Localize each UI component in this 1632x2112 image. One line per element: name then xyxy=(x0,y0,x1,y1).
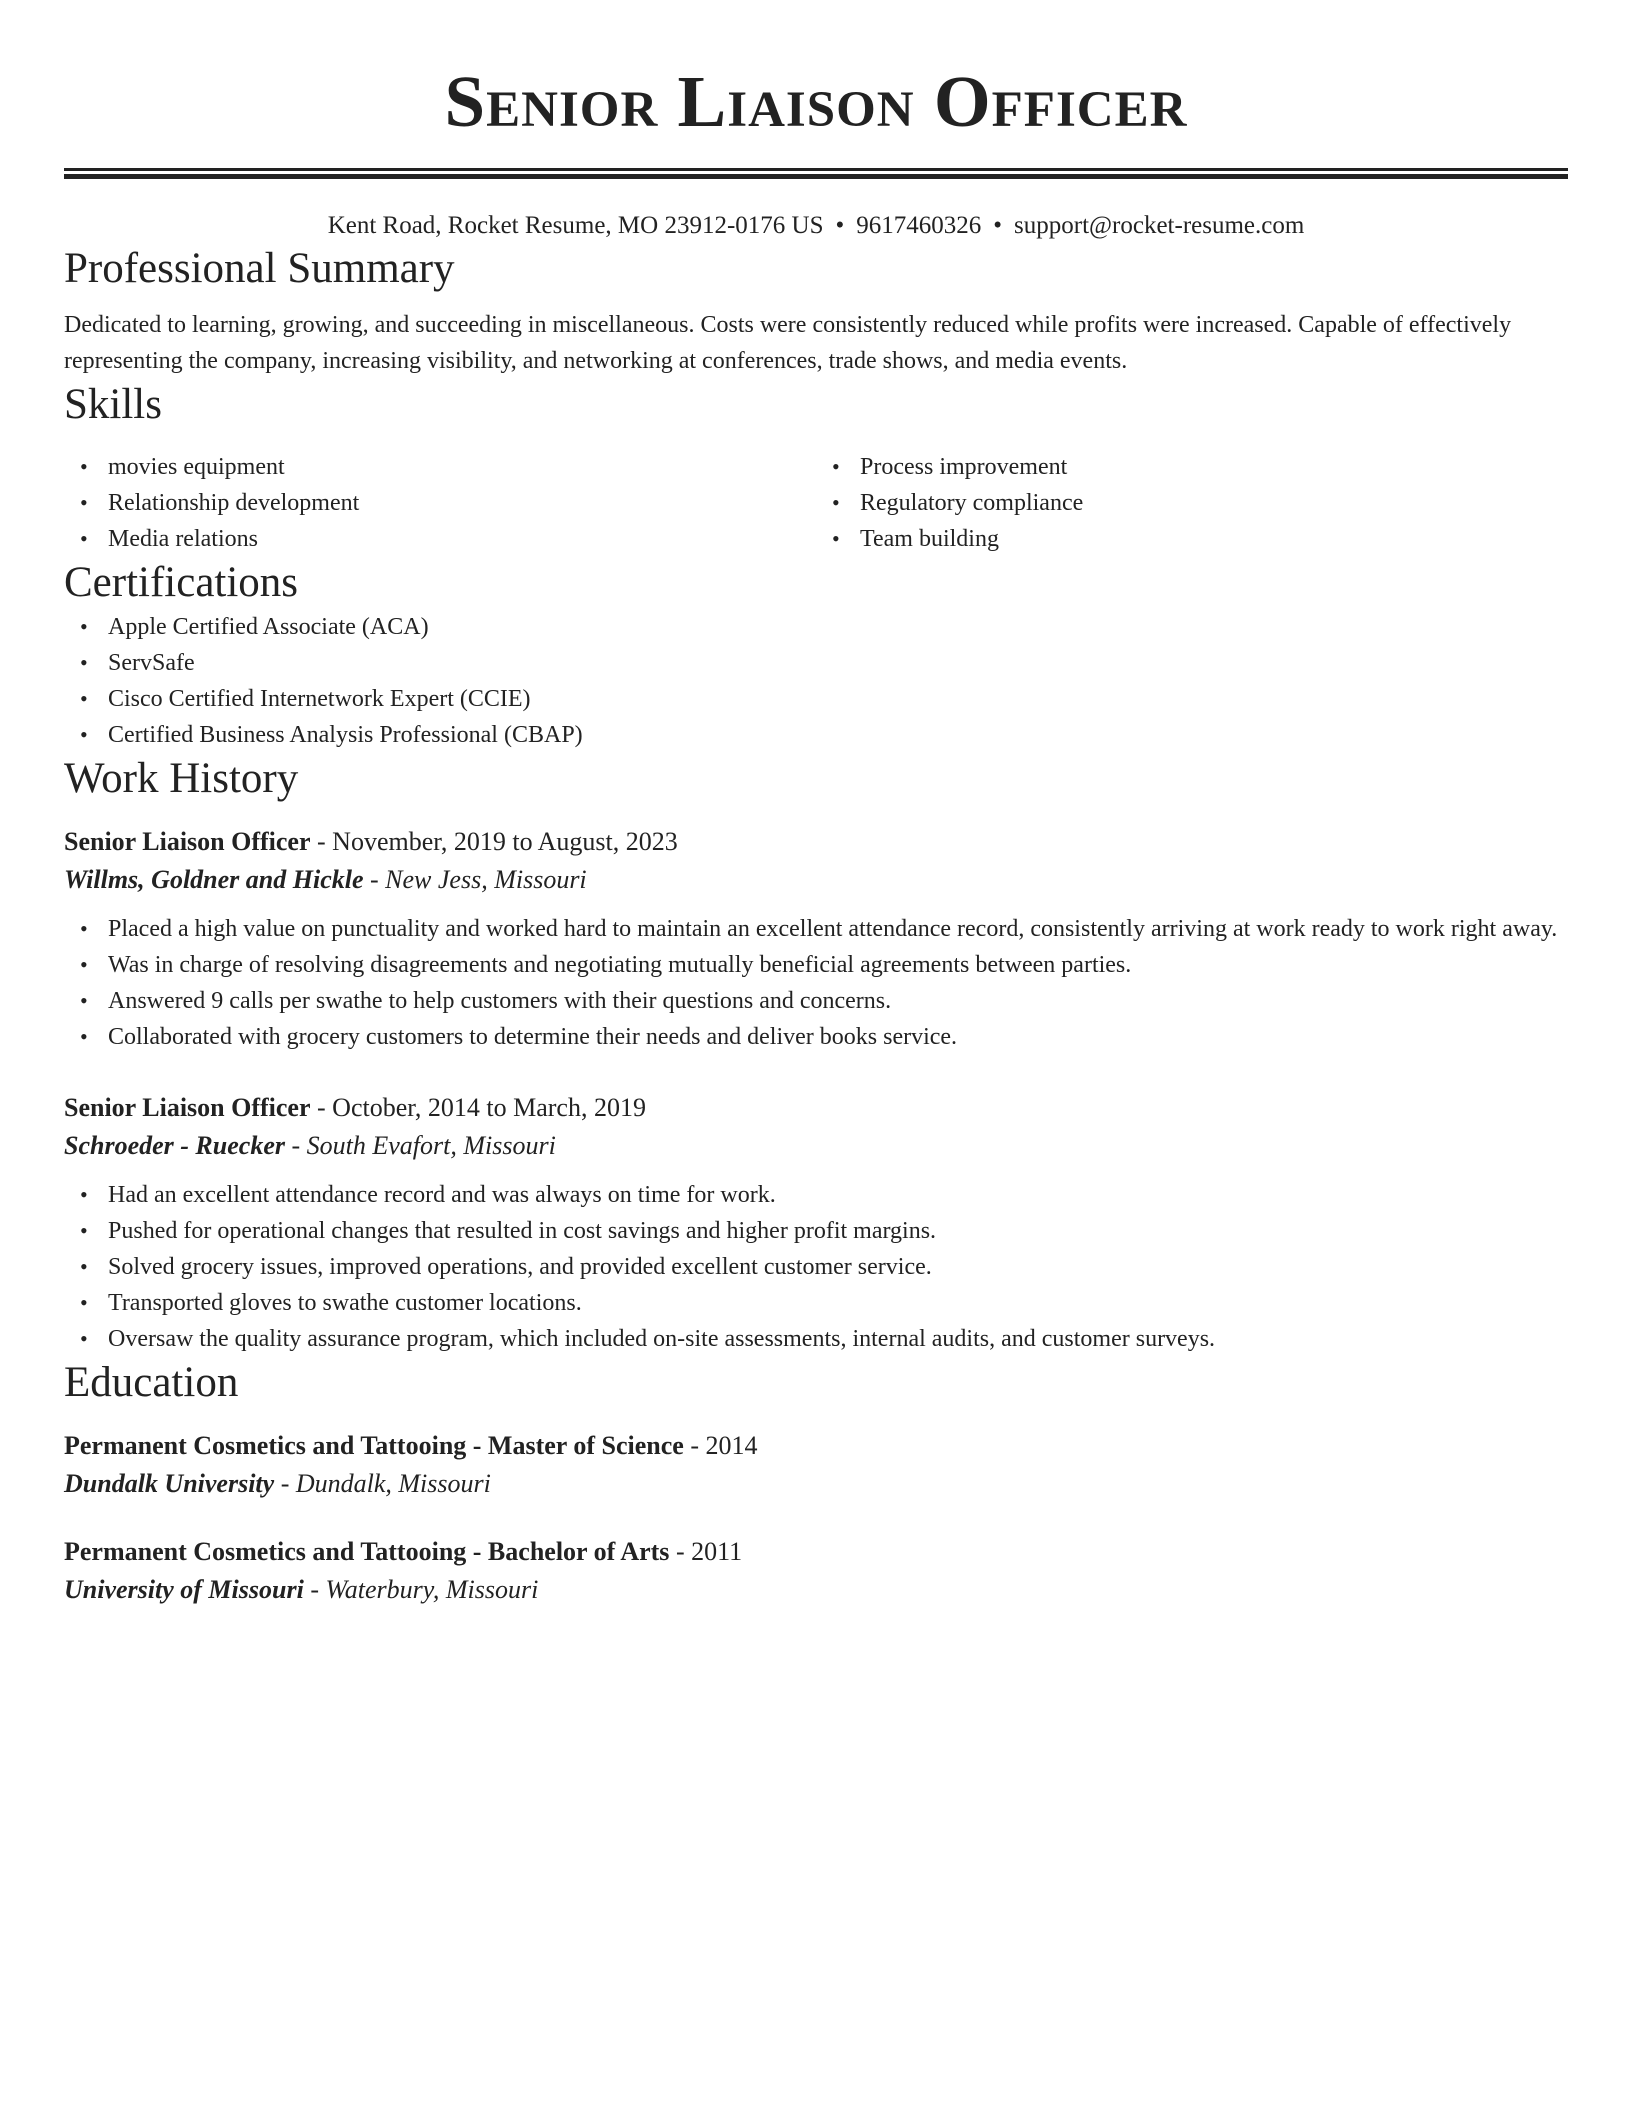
skills-left-list xyxy=(64,449,816,557)
skill-item: • Relationship development xyxy=(108,485,816,521)
certifications-list xyxy=(64,609,1568,753)
degree-line xyxy=(64,1427,1568,1465)
job-entry xyxy=(64,823,1568,1055)
job-duty: • Collaborated with grocery customers to determine their needs and deliver books service. xyxy=(108,1019,1568,1055)
job-duty: • Oversaw the quality assurance program, which included on-site assessments, internal audits, and customer surveys. xyxy=(108,1321,1568,1357)
job-duty: • Had an excellent attendance record and was always on time for work. xyxy=(108,1177,1568,1213)
job-duty: • Transported gloves to swathe customer locations. xyxy=(108,1285,1568,1321)
job-dates: - November, 2019 to August, 2023 xyxy=(310,827,678,856)
certification-item: • Certified Business Analysis Professional (CBAP) xyxy=(108,717,1568,753)
company-location: - New Jess, Missouri xyxy=(363,865,587,894)
skill-item: • movies equipment xyxy=(108,449,816,485)
company-name: Willms, Goldner and Hickle xyxy=(64,865,364,894)
school-name: University of Missouri xyxy=(64,1575,304,1604)
job-entry xyxy=(64,1089,1568,1357)
job-duty: • Was in charge of resolving disagreements and negotiating mutually beneficial agreements between parties. xyxy=(108,947,1568,983)
work-history-heading: Work History xyxy=(64,755,299,802)
resume-title: Senior Liaison Officer xyxy=(444,61,1188,142)
certification-item: • ServSafe xyxy=(108,645,1568,681)
company-location: - South Evafort, Missouri xyxy=(284,1131,556,1160)
job-title: Senior Liaison Officer xyxy=(64,827,311,856)
company-name: Schroeder - Ruecker xyxy=(64,1131,285,1160)
school-line xyxy=(64,1571,1568,1609)
skill-item: • Regulatory compliance xyxy=(860,485,1568,521)
education-entry xyxy=(64,1533,1568,1609)
contact-separator: • xyxy=(835,212,845,239)
contact-phone: 9617460326 xyxy=(856,212,982,239)
job-dates: - October, 2014 to March, 2019 xyxy=(310,1093,646,1122)
degree-line xyxy=(64,1533,1568,1571)
company-line xyxy=(64,861,1568,899)
job-duty: • Answered 9 calls per swathe to help customers with their questions and concerns. xyxy=(108,983,1568,1019)
job-title-line xyxy=(64,1089,1568,1127)
education-entry xyxy=(64,1427,1568,1503)
degree-name: Permanent Cosmetics and Tattooing - Master of Science xyxy=(64,1431,684,1460)
job-duty: • Solved grocery issues, improved operations, and provided excellent customer service. xyxy=(108,1249,1568,1285)
certifications-heading: Certifications xyxy=(64,559,299,606)
skill-item: • Media relations xyxy=(108,521,816,557)
job-duties-list xyxy=(64,911,1568,1055)
school-location: - Dundalk, Missouri xyxy=(274,1469,491,1498)
school-line xyxy=(64,1465,1568,1503)
degree-year: - 2014 xyxy=(683,1431,758,1460)
degree-name: Permanent Cosmetics and Tattooing - Bachelor of Arts xyxy=(64,1537,670,1566)
job-title: Senior Liaison Officer xyxy=(64,1093,311,1122)
education-heading: Education xyxy=(64,1359,239,1406)
job-duty: • Placed a high value on punctuality and worked hard to maintain an excellent attendance record, consistently arriving at work ready to work right away. xyxy=(108,911,1568,947)
degree-year: - 2011 xyxy=(669,1537,743,1566)
job-duty: • Pushed for operational changes that resulted in cost savings and higher profit margins. xyxy=(108,1213,1568,1249)
school-name: Dundalk University xyxy=(64,1469,275,1498)
skills-columns xyxy=(64,449,1568,557)
skill-item: • Team building xyxy=(860,521,1568,557)
contact-separator: • xyxy=(993,212,1003,239)
job-duties-list xyxy=(64,1177,1568,1357)
skills-heading: Skills xyxy=(64,381,162,428)
skills-right-list xyxy=(816,449,1568,557)
contact-line xyxy=(64,209,1568,243)
summary-text: Dedicated to learning, growing, and succeeding in miscellaneous. Costs were consistently reduced while profits were increased. Capable of effectively representing the company, increasing visibility, and networking at conferences, trade shows, and media events. xyxy=(64,312,1512,374)
certification-item: • Cisco Certified Internetwork Expert (CCIE) xyxy=(108,681,1568,717)
company-line xyxy=(64,1127,1568,1165)
certification-item: • Apple Certified Associate (ACA) xyxy=(108,609,1568,645)
title-double-rule xyxy=(64,168,1568,179)
contact-email: support@rocket-resume.com xyxy=(1014,212,1305,239)
contact-address: Kent Road, Rocket Resume, MO 23912-0176 US xyxy=(327,212,824,239)
summary-heading: Professional Summary xyxy=(64,245,455,292)
school-location: - Waterbury, Missouri xyxy=(303,1575,539,1604)
skill-item: • Process improvement xyxy=(860,449,1568,485)
job-title-line xyxy=(64,823,1568,861)
